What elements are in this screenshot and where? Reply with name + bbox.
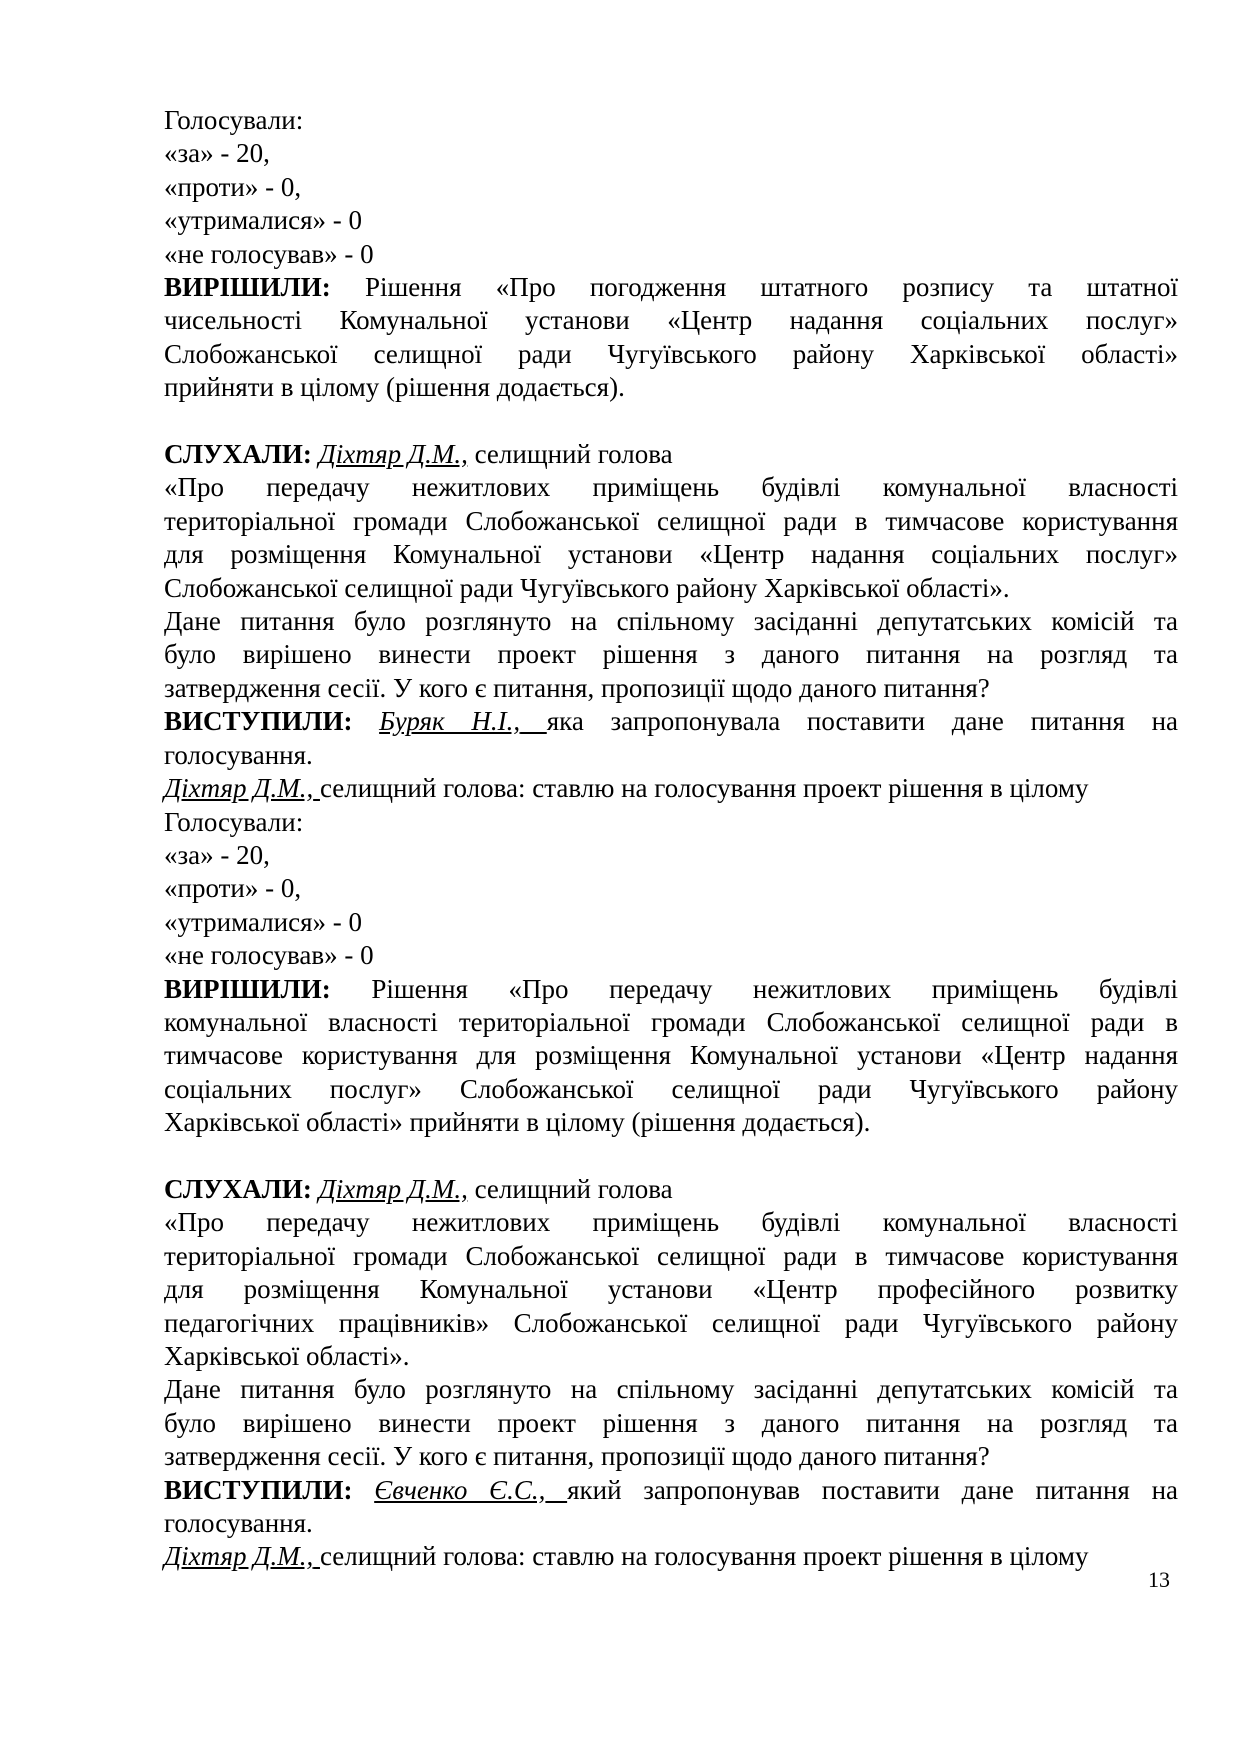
speaker-name: Діхтяр Д.М., [318, 439, 468, 470]
agenda-item [164, 1173, 1178, 1574]
paragraph-gap [164, 405, 1178, 438]
heard-line [164, 438, 1178, 471]
spoke-text: яка запропонувала поставити дане питання на [546, 706, 1179, 737]
vote-for: «за» - 20, [164, 839, 270, 870]
vote-header: Голосували: [164, 806, 304, 837]
decision-line: чисельності Комунальної установи «Центр надання соціальних послуг» [164, 305, 1178, 336]
discussion-line-last: затвердження сесії. У кого є питання, пропозиції щодо даного питання? [164, 672, 990, 703]
heard-label: СЛУХАЛИ: [164, 1173, 312, 1204]
speaker-role: селищний голова [474, 1173, 673, 1204]
chair-line [164, 772, 1178, 805]
vote-against: «проти» - 0, [164, 873, 302, 904]
topic-line: педагогічних працівників» Слобожанської селищної ради Чугуївського району [164, 1307, 1178, 1338]
vote-abstained: «утрималися» - 0 [164, 205, 363, 236]
topic-line-last: Харківської області». [164, 1341, 410, 1371]
chair-text: селищний голова: ставлю на голосування проект рішення в цілому [319, 1541, 1089, 1572]
heard-line [164, 1173, 1178, 1206]
decision-label: ВИРІШИЛИ: [164, 973, 331, 1004]
chair-line [164, 1540, 1178, 1573]
decision-label: ВИРІШИЛИ: [164, 272, 331, 303]
vote-block [164, 806, 1178, 973]
decision-line-last: прийняти в цілому (рішення додається). [164, 372, 625, 403]
vote-not-voted: «не голосував» - 0 [164, 238, 374, 269]
topic-line: «Про передачу нежитлових приміщень будівлі комунальної власності [164, 1207, 1178, 1238]
spoke-line [164, 705, 1178, 738]
decision-line [164, 271, 1178, 304]
discussion-line-last: затвердження сесії. У кого є питання, пропозиції щодо даного питання? [164, 1441, 990, 1472]
speaker-name: Діхтяр Д.М., [318, 1173, 468, 1204]
decision-block [164, 271, 1178, 405]
speaker-role: селищний голова [474, 439, 673, 470]
vote-for: «за» - 20, [164, 138, 270, 169]
topic-line: територіальної громади Слобожанської селищної ради в тимчасове користування [164, 1240, 1178, 1271]
spoke-text: який запропонував поставити дане питання на [567, 1474, 1179, 1505]
spoke-person: Євченко Є.С., [374, 1474, 546, 1505]
discussion-line: було вирішено винести проект рішення з даного питання на розгляд та [164, 1407, 1178, 1438]
chair-name: Діхтяр Д.М., [164, 1541, 314, 1572]
vote-header: Голосували: [164, 105, 304, 135]
chair-text: селищний голова: ставлю на голосування проект рішення в цілому [319, 773, 1089, 804]
heard-label: СЛУХАЛИ: [164, 439, 312, 470]
page-number: 13 [1148, 1567, 1170, 1592]
topic-line-last: Слобожанської селищної ради Чугуївського району Харківської області». [164, 572, 1010, 603]
decision-line: соціальних послуг» Слобожанської селищної ради Чугуївського району [164, 1073, 1178, 1104]
agenda-item [164, 438, 1178, 1140]
discussion-line: Дане питання було розглянуто на спільному засіданні депутатських комісій та [164, 606, 1178, 637]
vote-abstained: «утрималися» - 0 [164, 906, 363, 937]
decision-line-last: Харківської області» прийняти в цілому (рішення додається). [164, 1107, 871, 1138]
decision-text: Рішення «Про погодження штатного розпису та штатної [364, 272, 1178, 303]
spoke-person: Буряк Н.І., [379, 706, 521, 737]
spoke-line-last: голосування. [164, 1508, 313, 1539]
spoke-label: ВИСТУПИЛИ: [164, 1474, 353, 1505]
vote-block [164, 104, 1178, 271]
decision-line: тимчасове користування для розміщення Комунальної установи «Центр надання [164, 1040, 1178, 1071]
discussion-line: Дане питання було розглянуто на спільному засіданні депутатських комісій та [164, 1374, 1178, 1405]
discussion-line: було вирішено винести проект рішення з даного питання на розгляд та [164, 639, 1178, 670]
paragraph-gap [164, 1140, 1178, 1173]
spoke-line-last: голосування. [164, 739, 313, 770]
topic-line: «Про передачу нежитлових приміщень будівлі комунальної власності [164, 472, 1178, 503]
spoke-label: ВИСТУПИЛИ: [164, 706, 353, 737]
decision-line: комунальної власності територіальної громади Слобожанської селищної ради в [164, 1006, 1178, 1037]
topic-line: для розміщення Комунальної установи «Центр надання соціальних послуг» [164, 539, 1178, 570]
decision-line: Слобожанської селищної ради Чугуївського району Харківської області» [164, 338, 1178, 369]
decision-line [164, 973, 1178, 1006]
vote-not-voted: «не голосував» - 0 [164, 940, 374, 971]
document-page [164, 104, 1178, 1574]
vote-against: «проти» - 0, [164, 171, 302, 202]
spoke-line [164, 1474, 1178, 1507]
topic-line: для розміщення Комунальної установи «Центр професійного розвитку [164, 1274, 1178, 1305]
topic-line: територіальної громади Слобожанської селищної ради в тимчасове користування [164, 505, 1178, 536]
decision-text: Рішення «Про передачу нежитлових приміщень будівлі [371, 973, 1178, 1004]
chair-name: Діхтяр Д.М., [164, 773, 314, 804]
